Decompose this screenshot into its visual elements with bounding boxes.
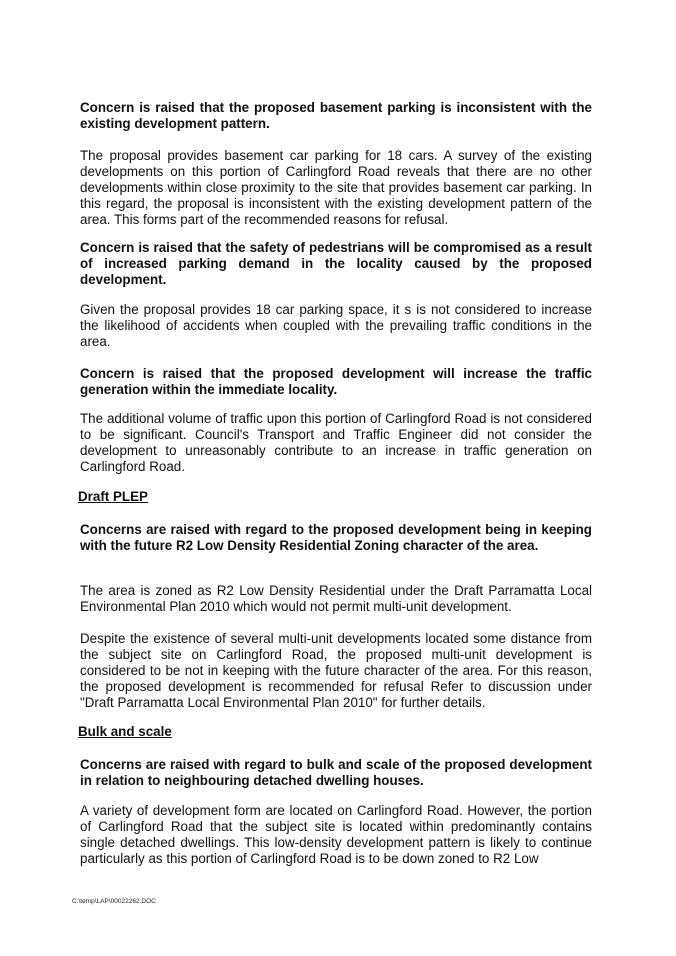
paragraph-zoning: The area is zoned as R2 Low Density Residential under the Draft Parramatta Local Environmental Plan 2010 which would not permit multi-unit development. [80,583,592,614]
paragraph-despite-multi-unit: Despite the existence of several multi-unit developments located some distance from the subject site on Carlingford Road, the proposed multi-unit development is considered to be not in keeping with the future character of the area. For this reason, the proposed development is recommended for refusal Refer to discussion under "Draft Parramatta Local Environmental Plan 2010" for further details. [80,631,592,710]
concern-basement-parking: Concern is raised that the proposed basement parking is inconsistent with the existing development pattern. [80,100,592,131]
paragraph-development-form: A variety of development form are located on Carlingford Road. However, the portion of Carlingford Road that the subject site is located within predominantly contains single detached dwellings. This low-density development pattern is likely to continue particularly as this portion of Carlingford Road is to be down zoned to R2 Low [80,803,592,866]
footer-file-path: C:\temp\LAP\00022262.DOC [72,898,156,905]
concern-bulk-scale: Concerns are raised with regard to bulk and scale of the proposed development in relation to neighbouring detached dwelling houses. [80,757,592,788]
concern-pedestrian-safety: Concern is raised that the safety of pedestrians will be compromised as a result of increased parking demand in the locality caused by the proposed development. [80,240,592,287]
heading-draft-plep: Draft PLEP [78,489,148,504]
concern-zoning-character: Concerns are raised with regard to the proposed development being in keeping with the future R2 Low Density Residential Zoning character of the area. [80,522,592,553]
paragraph-pedestrian-safety: Given the proposal provides 18 car parking space, it s is not considered to increase the likelihood of accidents when coupled with the prevailing traffic conditions in the area. [80,302,592,349]
concern-traffic-generation: Concern is raised that the proposed development will increase the traffic generation within the immediate locality. [80,366,592,397]
heading-bulk-and-scale: Bulk and scale [78,724,172,739]
paragraph-traffic-generation: The additional volume of traffic upon this portion of Carlingford Road is not considered to be significant. Council's Transport and Traffic Engineer did not consider the development to unreasonably contribute to an increase in traffic generation on Carlingford Road. [80,411,592,474]
paragraph-basement-parking: The proposal provides basement car parking for 18 cars. A survey of the existing developments on this portion of Carlingford Road reveals that there are no other developments within close proximity to the site that provides basement car parking. In this regard, the proposal is inconsistent with the existing development pattern of the area. This forms part of the recommended reasons for refusal. [80,148,592,227]
